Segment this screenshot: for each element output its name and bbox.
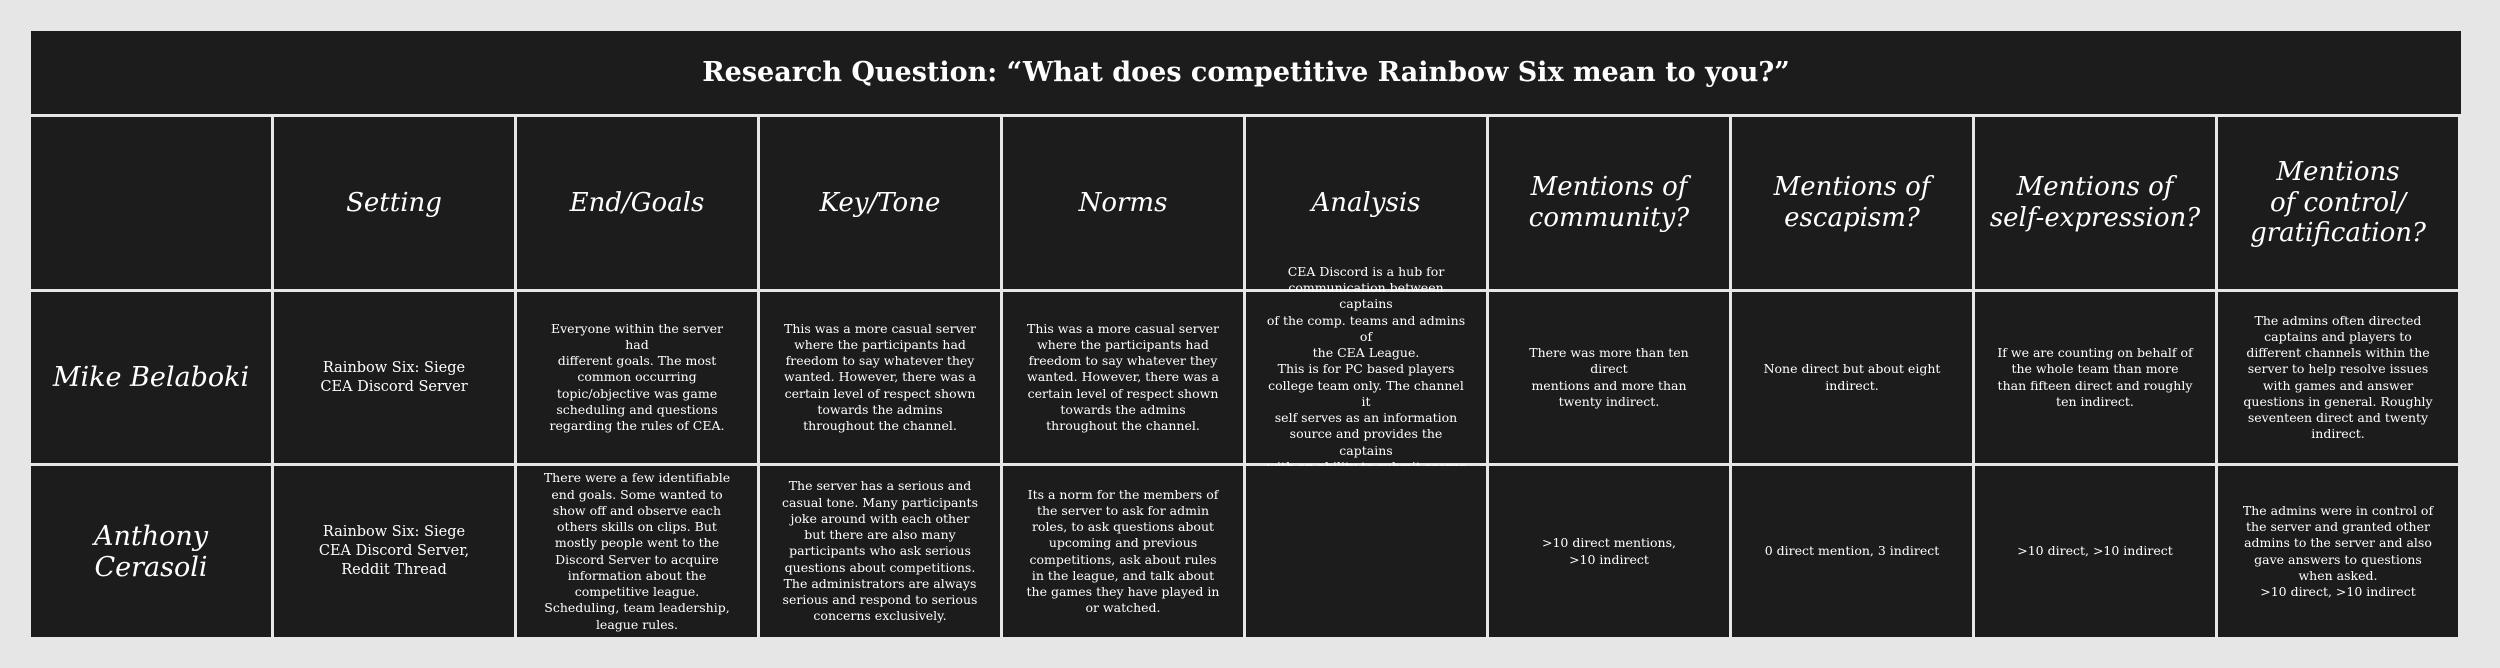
cell-setting: Rainbow Six: Siege CEA Discord Server bbox=[274, 292, 514, 463]
cell-escapism: None direct but about eight indirect. bbox=[1732, 292, 1972, 463]
cell-end-goals: There were a few identifiable end goals. Some wanted to show off and observe each others skills on clips. But mostly people went to the Discord Server to acquire information about the competitive league. Scheduling, team leadership, league rules. bbox=[517, 466, 757, 637]
header-self-expression: Mentions of self-expression? bbox=[1975, 117, 2215, 289]
cell-escapism: 0 direct mention, 3 indirect bbox=[1732, 466, 1972, 637]
table-title: Research Question: “What does competitive Rainbow Six mean to you?” bbox=[31, 31, 2461, 114]
header-norms: Norms bbox=[1003, 117, 1243, 289]
table-grid bbox=[31, 117, 2461, 637]
header-setting: Setting bbox=[274, 117, 514, 289]
cell-community: There was more than ten direct mentions and more than twenty indirect. bbox=[1489, 292, 1729, 463]
header-key-tone: Key/Tone bbox=[760, 117, 1000, 289]
header-control-gratification: Mentions of control/ gratification? bbox=[2218, 117, 2458, 289]
header-corner bbox=[31, 117, 271, 289]
header-community: Mentions of community? bbox=[1489, 117, 1729, 289]
research-table bbox=[31, 31, 2461, 638]
cell-norms: Its a norm for the members of the server to ask for admin roles, to ask questions about upcoming and previous competitions, ask about rules in the league, and talk about the games they have played in or watched. bbox=[1003, 466, 1243, 637]
cell-analysis: captains of the comp. teams and admins of the CEA League. This is for PC based players college team only. The channel it self serves as an information source and provides the captains bbox=[1246, 292, 1486, 463]
cell-setting: Rainbow Six: Siege CEA Discord Server, Reddit Thread bbox=[274, 466, 514, 637]
cell-control-gratification: The admins often directed captains and players to different channels within the server to help resolve issues with games and answer questions in general. Roughly seventeen direct and twenty indirect. bbox=[2218, 292, 2458, 463]
header-end-goals: End/Goals bbox=[517, 117, 757, 289]
cell-control-gratification: The admins were in control of the server and granted other admins to the server and also gave answers to questions when asked. >10 direct, >10 indirect bbox=[2218, 466, 2458, 637]
cell-key-tone: This was a more casual server where the participants had freedom to say whatever they wanted. However, there was a certain level of respect shown towards the admins throughout the channel. bbox=[760, 292, 1000, 463]
header-analysis: Analysis bbox=[1246, 117, 1486, 289]
cell-self-expression: >10 direct, >10 indirect bbox=[1975, 466, 2215, 637]
cell-community: >10 direct mentions, >10 indirect bbox=[1489, 466, 1729, 637]
cell-self-expression: If we are counting on behalf of the whole team than more than fifteen direct and roughly ten indirect. bbox=[1975, 292, 2215, 463]
cell-norms: This was a more casual server where the participants had freedom to say whatever they wanted. However, there was a certain level of respect shown towards the admins throughout the channel. bbox=[1003, 292, 1243, 463]
header-escapism: Mentions of escapism? bbox=[1732, 117, 1972, 289]
row-name-mike: Mike Belaboki bbox=[31, 292, 271, 463]
cell-end-goals: Everyone within the server had different goals. The most common occurring topic/objective was game scheduling and questions regarding the rules of CEA. bbox=[517, 292, 757, 463]
cell-analysis bbox=[1246, 466, 1486, 637]
cell-key-tone: The server has a serious and casual tone. Many participants joke around with each other but there are also many participants who ask serious questions about competitions. The administrators are always serious and respond to serious concerns exclusively. bbox=[760, 466, 1000, 637]
row-name-anthony: Anthony Cerasoli bbox=[31, 466, 271, 637]
